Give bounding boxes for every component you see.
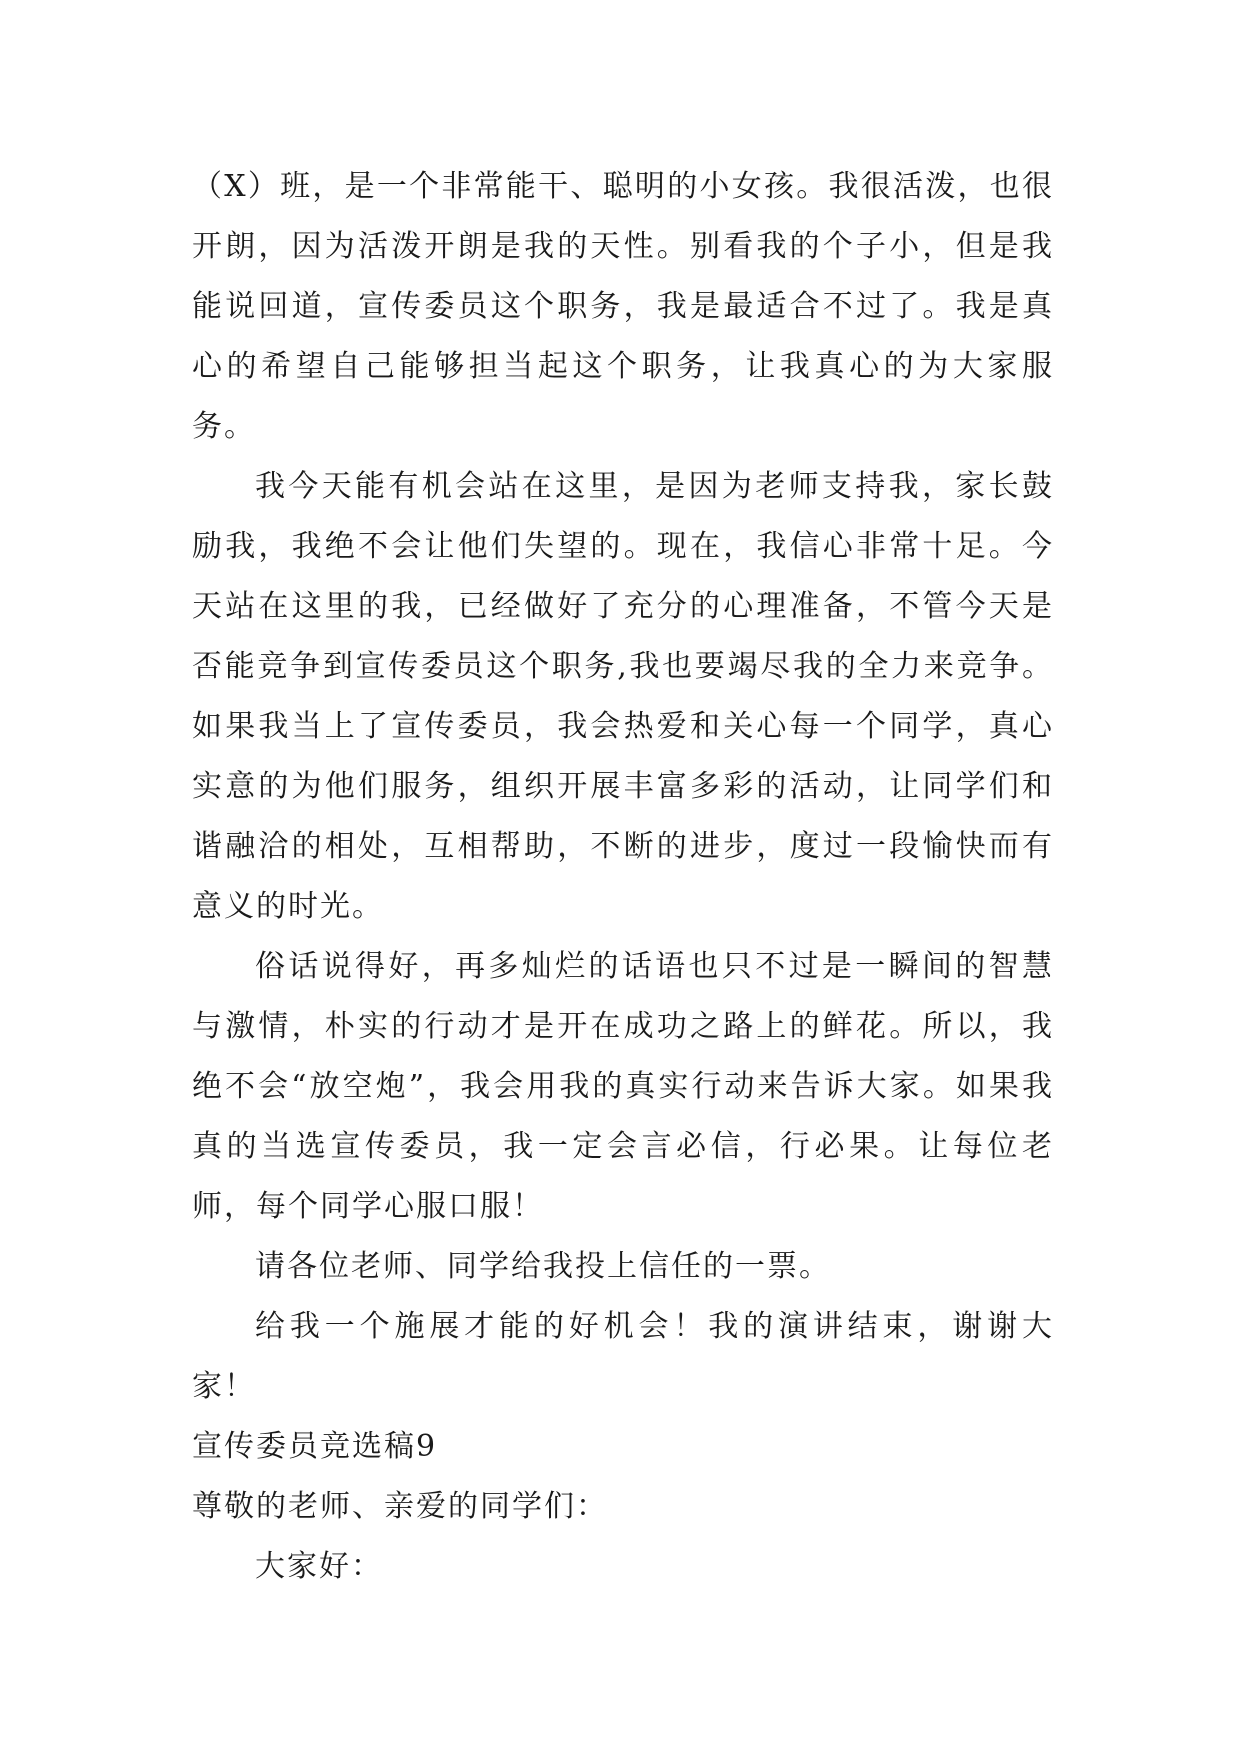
salutation: 尊敬的老师、亲爱的同学们：: [192, 1489, 608, 1524]
section-title: 宣传委员竞选稿9: [192, 1429, 438, 1464]
greeting: 大家好：: [255, 1549, 383, 1584]
paragraph-opportunity: 我今天能有机会站在这里，是因为老师支持我，家长鼓励我，我绝不会让他们失望的。现在，我信心非常十足。今天站在这里的我，已经做好了充分的心理准备，不管今天是否能竞争到宣传委员这个职务,我也要竭尽我的全力来竞争。如果我当上了宣传委员，我会热爱和关心每一个同学，真心实意的为他们服务，组织开展丰富多彩的活动，让同学们和谐融洽的相处，互相帮助，不断的进步，度过一段愉快而有意义的时光。: [192, 469, 1054, 924]
paragraph-proverb: 俗话说得好，再多灿烂的话语也只不过是一瞬间的智慧与激情，朴实的行动才是开在成功之路上的鲜花。所以，我绝不会“放空炮”，我会用我的真实行动来告诉大家。如果我真的当选宣传委员，我一定会言必信，行必果。让每位老师，每个同学心服口服！: [192, 949, 1054, 1224]
paragraph-vote-request: 请各位老师、同学给我投上信任的一票。: [255, 1249, 831, 1284]
paragraph-intro-continued: （X）班，是一个非常能干、聪明的小女孩。我很活泼，也很开朗，因为活泼开朗是我的天性。别看我的个子小，但是我能说回道，宣传委员这个职务，我是最适合不过了。我是真心的希望自己能够担当起这个职务，让我真心的为大家服务。: [192, 169, 1054, 444]
paragraph-closing: 给我一个施展才能的好机会！我的演讲结束，谢谢大家！: [192, 1309, 1054, 1404]
document-body: [192, 157, 1054, 1597]
